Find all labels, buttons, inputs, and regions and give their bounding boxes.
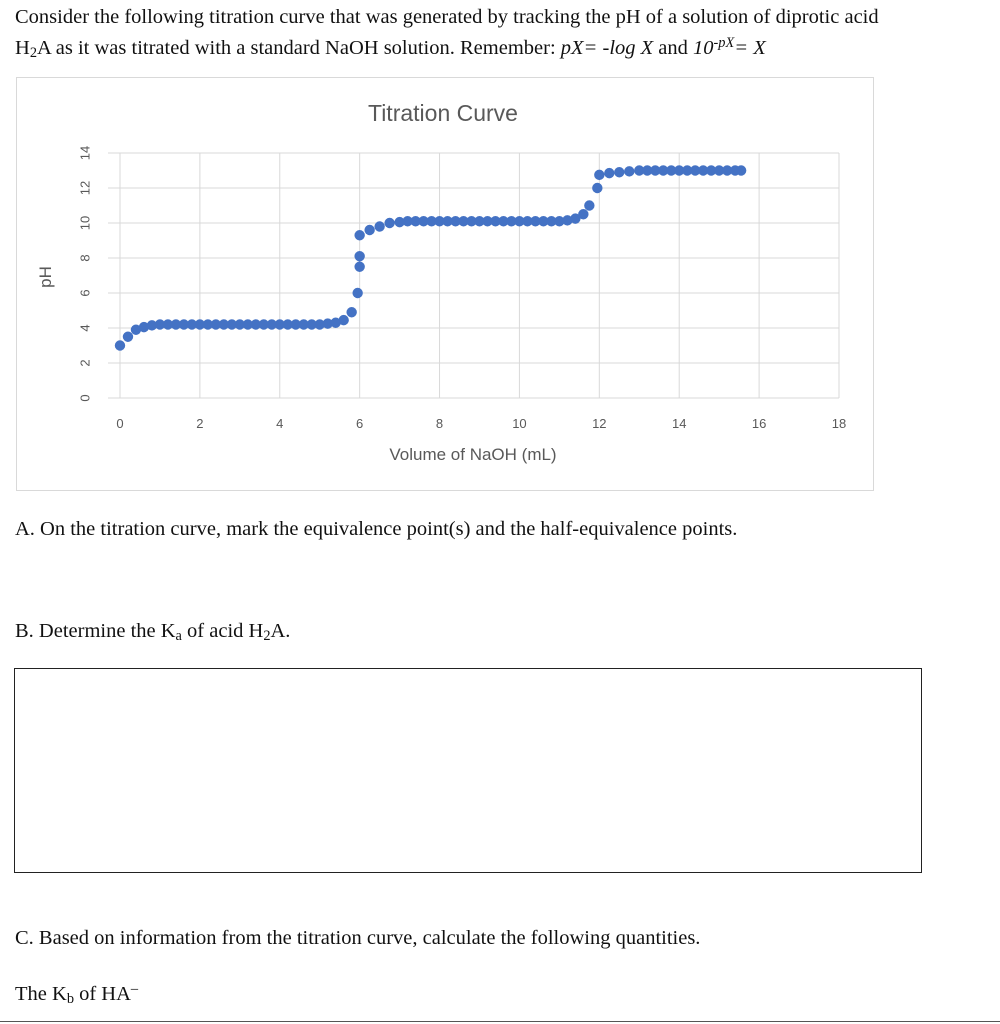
intro-text-2: A as it was titrated with a standard NaOH solution. Remember: (36, 37, 561, 59)
intro-line-2 (15, 30, 990, 66)
data-point (354, 251, 364, 261)
x-axis-label: Volume of NaOH (mL) (389, 445, 557, 464)
question-c-text: C. Based on information from the titration curve, calculate the following quantities. (15, 927, 701, 949)
kb-text-2: of HA (73, 983, 131, 1005)
intro-text-1: Consider the following titration curve that was generated by tracking the pH of a solution of diprotic acid (15, 6, 879, 28)
x-tick-label: 0 (116, 416, 124, 431)
x-tick-label: 16 (751, 416, 767, 431)
y-tick-label: 8 (77, 254, 93, 262)
chart-grid (108, 153, 839, 398)
y-axis-label: pH (36, 266, 55, 288)
data-point (578, 209, 588, 219)
formula-power-rest: = X (734, 37, 766, 59)
question-b (15, 618, 290, 649)
data-point (346, 307, 356, 317)
x-tick-label: 2 (196, 416, 204, 431)
data-point (352, 288, 362, 298)
intro-paragraph (15, 4, 990, 66)
y-tick-label: 14 (77, 145, 93, 161)
question-b-text-2: of acid H (181, 620, 264, 642)
y-tick-label: 12 (77, 180, 93, 196)
formula-power-exponent: -pX (713, 35, 735, 51)
x-tick-label: 10 (512, 416, 527, 431)
data-point (384, 218, 394, 228)
data-point (123, 332, 133, 342)
data-point (592, 183, 602, 193)
data-point (584, 200, 594, 210)
intro-line-1 (15, 4, 990, 30)
intro-h: H (15, 37, 30, 59)
x-tick-label: 14 (671, 416, 687, 431)
data-point (614, 167, 624, 177)
y-tick-label: 0 (77, 394, 93, 402)
x-tick-label: 12 (592, 416, 607, 431)
y-tick-label: 6 (77, 289, 93, 297)
question-b-text-3: A. (270, 620, 291, 642)
question-b-sub-2: 2 (263, 628, 271, 644)
data-point (338, 315, 348, 325)
y-tick-label: 10 (77, 215, 93, 231)
formula-power (693, 37, 766, 59)
question-b-sub-a: a (175, 628, 182, 644)
y-tick-label: 2 (77, 359, 93, 367)
intro-and: and (653, 37, 694, 59)
data-point (115, 340, 125, 350)
x-tick-label: 4 (276, 416, 284, 431)
chart-ticks (77, 146, 846, 431)
data-point (736, 165, 746, 175)
x-tick-label: 6 (356, 416, 364, 431)
kb-text-1: The K (15, 983, 67, 1005)
question-a-text: A. On the titration curve, mark the equivalence point(s) and the half-equivalence points. (15, 518, 738, 540)
data-point (594, 170, 604, 180)
chart-title: Titration Curve (368, 100, 518, 126)
formula-power-base: 10 (693, 37, 714, 59)
x-tick-label: 8 (435, 416, 444, 431)
data-point (364, 225, 374, 235)
titration-chart (16, 77, 874, 491)
answer-box-b[interactable] (14, 668, 922, 873)
question-c (15, 925, 700, 951)
intro-sub-2: 2 (29, 45, 37, 61)
data-point (624, 166, 634, 176)
data-point (354, 262, 364, 272)
data-point (354, 230, 364, 240)
data-point (604, 168, 614, 178)
y-tick-label: 4 (77, 324, 93, 332)
bottom-divider (0, 1021, 1000, 1022)
kb-sub-b: b (66, 991, 74, 1007)
question-b-text-1: B. Determine the K (15, 620, 176, 642)
formula-px: pX= -log X (560, 37, 654, 59)
chart-svg (17, 78, 873, 490)
kb-prompt (15, 976, 138, 1012)
question-a (15, 516, 737, 542)
data-point (374, 221, 384, 231)
x-tick-label: 18 (831, 416, 847, 431)
kb-sup-minus: – (130, 981, 139, 997)
